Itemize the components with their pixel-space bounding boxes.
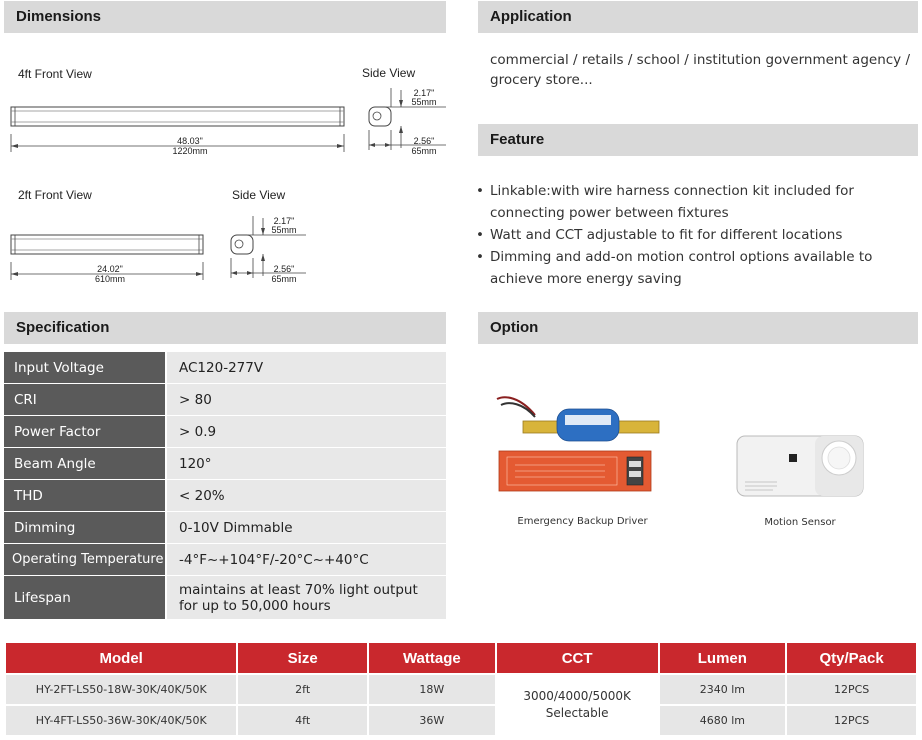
cct-selectable: Selectable bbox=[545, 706, 609, 720]
spec-key: Lifespan bbox=[4, 576, 165, 619]
length-2ft-mm: 610mm bbox=[94, 274, 125, 284]
front-view-2ft-label: 2ft Front View bbox=[18, 188, 92, 202]
feature-item: • Linkable:with wire harness connection kit included for connecting power between fixtures bbox=[476, 180, 906, 224]
application-header: Application bbox=[478, 1, 918, 33]
spec-value: 120° bbox=[165, 448, 446, 479]
option-caption: Emergency Backup Driver bbox=[517, 516, 648, 527]
side-view-2ft-label: Side View bbox=[232, 188, 286, 202]
spec-value: > 80 bbox=[165, 384, 446, 415]
option-caption: Motion Sensor bbox=[764, 517, 836, 528]
depth-4ft-mm: 65mm bbox=[411, 146, 437, 156]
wattage-cell: 36W bbox=[368, 705, 496, 736]
length-2ft-in: 24.02" bbox=[97, 264, 123, 274]
front-view-4ft-drawing bbox=[0, 0, 460, 310]
spec-value: -4°F~+104°F/-20°C~+40°C bbox=[165, 544, 446, 575]
length-4ft-mm: 1220mm bbox=[172, 146, 208, 156]
spec-row bbox=[4, 544, 446, 576]
spec-value: maintains at least 70% light output for up to 50,000 hours bbox=[165, 576, 446, 619]
spec-key: Power Factor bbox=[4, 416, 165, 447]
model-cell: HY-4FT-LS50-36W-30K/40K/50K bbox=[5, 705, 237, 736]
spec-row bbox=[4, 416, 446, 448]
side-view-4ft-label: Side View bbox=[362, 66, 416, 80]
spec-key: CRI bbox=[4, 384, 165, 415]
model-table bbox=[4, 641, 918, 737]
spec-row bbox=[4, 352, 446, 384]
spec-row bbox=[4, 480, 446, 512]
cct-values: 3000/4000/5000K bbox=[523, 689, 631, 703]
length-4ft-in: 48.03" bbox=[177, 136, 203, 146]
option-header: Option bbox=[478, 312, 918, 344]
feature-item: • Watt and CCT adjustable to fit for different locations bbox=[476, 224, 906, 246]
specification-header: Specification bbox=[4, 312, 446, 344]
feature-list bbox=[476, 180, 906, 290]
table-header-row bbox=[5, 642, 917, 674]
depth-2ft-mm: 65mm bbox=[271, 274, 297, 284]
cct-cell bbox=[496, 674, 659, 736]
height-4ft-mm: 55mm bbox=[411, 97, 437, 107]
column-header: Wattage bbox=[368, 642, 496, 674]
motion-sensor-image bbox=[733, 432, 868, 500]
depth-2ft-in: 2.56" bbox=[273, 264, 295, 274]
column-header: CCT bbox=[496, 642, 659, 674]
spec-row bbox=[4, 448, 446, 480]
qty-cell: 12PCS bbox=[786, 705, 917, 736]
depth-4ft-in: 2.56" bbox=[413, 136, 435, 146]
spec-value: < 20% bbox=[165, 480, 446, 511]
table-row bbox=[5, 705, 917, 736]
dimensions-header: Dimensions bbox=[4, 1, 446, 33]
front-view-4ft-label: 4ft Front View bbox=[18, 67, 92, 81]
emergency-backup-driver-image bbox=[495, 385, 665, 500]
height-2ft-in: 2.17" bbox=[273, 216, 295, 226]
feature-item: • Dimming and add-on motion control options available to achieve more energy saving bbox=[476, 246, 906, 290]
spec-row bbox=[4, 512, 446, 544]
spec-key: THD bbox=[4, 480, 165, 511]
spec-value: > 0.9 bbox=[165, 416, 446, 447]
lumen-cell: 2340 lm bbox=[659, 674, 787, 705]
application-text: commercial / retails / school / institution government agency / grocery store... bbox=[490, 52, 911, 88]
column-header: Qty/Pack bbox=[786, 642, 917, 674]
column-header: Size bbox=[237, 642, 368, 674]
spec-key: Dimming bbox=[4, 512, 165, 543]
specification-table bbox=[4, 352, 446, 620]
height-2ft-mm: 55mm bbox=[271, 225, 297, 235]
spec-row bbox=[4, 576, 446, 620]
column-header: Lumen bbox=[659, 642, 787, 674]
wattage-cell: 18W bbox=[368, 674, 496, 705]
spec-key: Operating Temperature bbox=[4, 544, 165, 575]
lumen-cell: 4680 lm bbox=[659, 705, 787, 736]
spec-key: Beam Angle bbox=[4, 448, 165, 479]
spec-value: AC120-277V bbox=[165, 352, 446, 383]
height-4ft-in: 2.17" bbox=[413, 88, 435, 98]
spec-value: 0-10V Dimmable bbox=[165, 512, 446, 543]
qty-cell: 12PCS bbox=[786, 674, 917, 705]
size-cell: 2ft bbox=[237, 674, 368, 705]
spec-row bbox=[4, 384, 446, 416]
feature-header: Feature bbox=[478, 124, 918, 156]
table-row bbox=[5, 674, 917, 705]
size-cell: 4ft bbox=[237, 705, 368, 736]
model-cell: HY-2FT-LS50-18W-30K/40K/50K bbox=[5, 674, 237, 705]
spec-key: Input Voltage bbox=[4, 352, 165, 383]
column-header: Model bbox=[5, 642, 237, 674]
